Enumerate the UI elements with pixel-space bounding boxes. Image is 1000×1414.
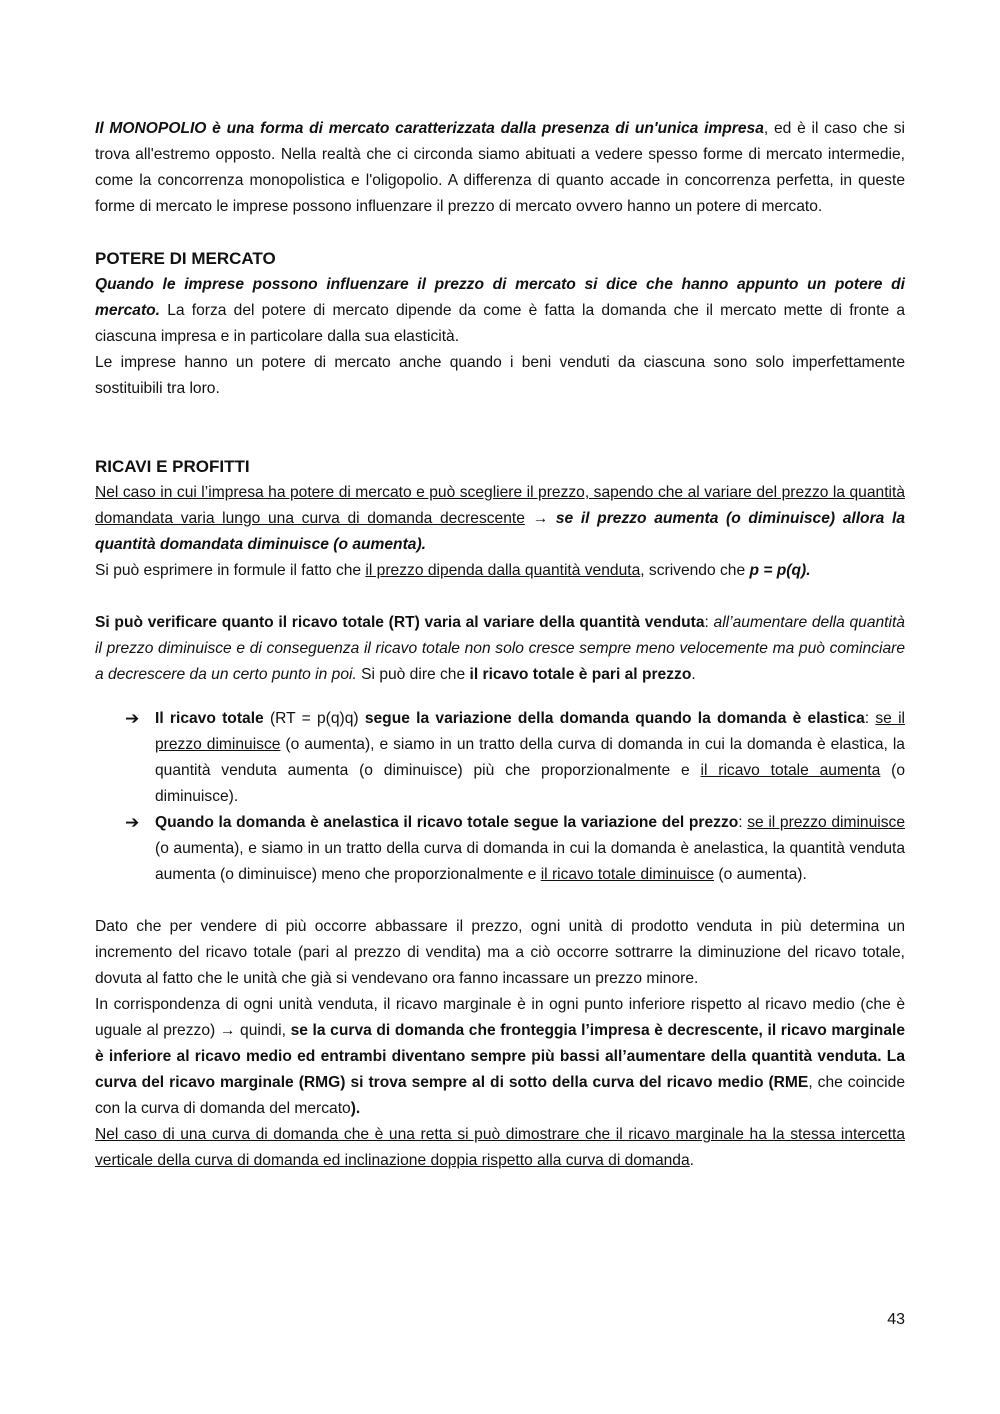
- bullet-text: (o aumenta).: [714, 866, 807, 883]
- rt-bold: Si può verificare quanto il ricavo totale (RT) varia al variare della quantità venduta: [95, 614, 705, 631]
- list-item: [125, 706, 906, 810]
- section-title-ricavi: RICAVI E PROFITTI: [95, 457, 250, 476]
- rt-italic: all’aumentare della quantità il prezzo diminuisce e di conseguenza il ricavo totale non solo cresce sempre meno velocemente ma può cominciare a decrescere da un certo punto in poi.: [95, 614, 905, 683]
- arrow-icon: →: [524, 510, 556, 527]
- bullet-text: (RT = p(q)q): [263, 710, 365, 727]
- potere-text: La forza del potere di mercato dipende da come è fatta la domanda che il mercato mette di fronte a ciascuna impresa e in particolare dalla sua elasticità.: [95, 302, 905, 345]
- bullet-underlined: se il prezzo diminuisce: [155, 710, 906, 753]
- page-content: [95, 116, 905, 1174]
- rt-mid: Si può dire che: [356, 666, 470, 683]
- rmg-bold-end: ).: [350, 1100, 361, 1117]
- rmg-text: , che coincide con la curva di domanda del mercato: [95, 1074, 905, 1117]
- bullet-underlined: il ricavo totale diminuisce: [540, 866, 715, 883]
- ricavi-paragraph-5: [95, 992, 905, 1122]
- ricavi-paragraph-3: [95, 610, 905, 688]
- section-title-potere: POTERE DI MERCATO: [95, 249, 276, 268]
- ricavi-underlined-text: Nel caso in cui l’impresa ha potere di mercato e può scegliere il prezzo, sapendo che al variare del prezzo la quantità domandata varia lungo una curva di domanda decrescente: [95, 484, 905, 527]
- rt-bold-end: il ricavo totale è pari al prezzo: [469, 666, 692, 683]
- formula-mid: , scrivendo che: [640, 562, 750, 579]
- rt-colon: :: [704, 614, 714, 631]
- bullet-text: :: [864, 710, 876, 727]
- potere-paragraph-2: Le imprese hanno un potere di mercato anche quando i beni venduti da ciascuna sono solo imperfettamente sostituibili tra loro.: [95, 354, 905, 397]
- retta-end: .: [689, 1152, 695, 1169]
- ricavi-paragraph-6: [95, 1122, 905, 1174]
- ricavi-paragraph-2: [95, 558, 905, 584]
- intro-text: , ed è il caso che si trova all'estremo opposto. Nella realtà che ci circonda siamo abituati a vedere spesso forme di mercato intermedie, come la concorrenza monopolistica e l'oligopolio. A differenza di quanto accade in concorrenza perfetta, in queste forme di mercato le imprese possono influenzare il prezzo di mercato ovvero hanno un potere di mercato.: [95, 120, 905, 215]
- list-item: [125, 810, 905, 888]
- arrow-bullet-icon: ➔: [125, 813, 140, 832]
- bullet-text: (o diminuisce).: [155, 762, 906, 805]
- bullet-bold: Il ricavo totale: [155, 710, 264, 727]
- intro-paragraph: [95, 116, 905, 220]
- bullet-underlined: se il prezzo diminuisce: [747, 814, 905, 831]
- retta-underlined: Nel caso di una curva di domanda che è una retta si può dimostrare che il ricavo marginale ha la stessa intercetta verticale della curva di domanda ed inclinazione doppia rispetto alla curva di domanda: [95, 1126, 905, 1169]
- bullet-text: (o aumenta), e siamo in un tratto della curva di domanda in cui la domanda è elastica, la quantità venduta aumenta (o diminuisce) più che proporzionalmente e: [155, 736, 905, 779]
- bullet-list: [95, 706, 905, 888]
- formula-intro: Si può esprimere in formule il fatto che: [95, 562, 366, 579]
- potere-paragraph-1: [95, 272, 905, 350]
- ricavi-bold-italic: se il prezzo aumenta (o diminuisce) allora la quantità domandata diminuisce (o aumenta).: [95, 510, 905, 553]
- bullet-bold: Quando la domanda è anelastica il ricavo totale segue la variazione del prezzo: [155, 814, 739, 831]
- formula-price: p = p(q).: [749, 562, 811, 579]
- arrow-bullet-icon: ➔: [125, 709, 140, 728]
- bullet-underlined: il ricavo totale aumenta: [700, 762, 881, 779]
- bullet-text: :: [738, 814, 748, 831]
- page-number: 43: [887, 1311, 905, 1328]
- bullet-bold: segue la variazione della domanda quando la domanda è elastica: [364, 710, 865, 727]
- rmg-intro: In corrispondenza di ogni unità venduta, il ricavo marginale è in ogni punto inferiore rispetto al ricavo medio (che è uguale al prezzo) → quindi,: [95, 996, 905, 1039]
- rmg-bold: se la curva di domanda che fronteggia l’impresa è decrescente, il ricavo marginale è inferiore al ricavo medio ed entrambi diventano sempre più bassi all’aumentare della quantità venduta. La curva del ricavo marginale (RMG) si trova sempre al di sotto della curva del ricavo medio (RME: [95, 1022, 905, 1091]
- bullet-text: (o aumenta), e siamo in un tratto della curva di domanda in cui la domanda è anelastica, la quantità venduta aumenta (o diminuisce) meno che proporzionalmente e: [155, 840, 905, 883]
- formula-underlined: il prezzo dipenda dalla quantità venduta: [365, 562, 641, 579]
- monopoly-definition: Il MONOPOLIO è una forma di mercato caratterizzata dalla presenza di un'unica impresa: [95, 120, 764, 137]
- ricavi-paragraph-1: [95, 480, 905, 558]
- potere-definition: Quando le imprese possono influenzare il prezzo di mercato si dice che hanno appunto un potere di mercato.: [95, 276, 905, 319]
- ricavi-paragraph-4: Dato che per vendere di più occorre abbassare il prezzo, ogni unità di prodotto venduta in più determina un incremento del ricavo totale (pari al prezzo di vendita) ma a ciò occorre sottrarre la diminuzione del ricavo totale, dovuta al fatto che le unità che già si vendevano ora fanno incassare un prezzo minore.: [95, 918, 905, 987]
- rt-end: .: [691, 666, 696, 683]
